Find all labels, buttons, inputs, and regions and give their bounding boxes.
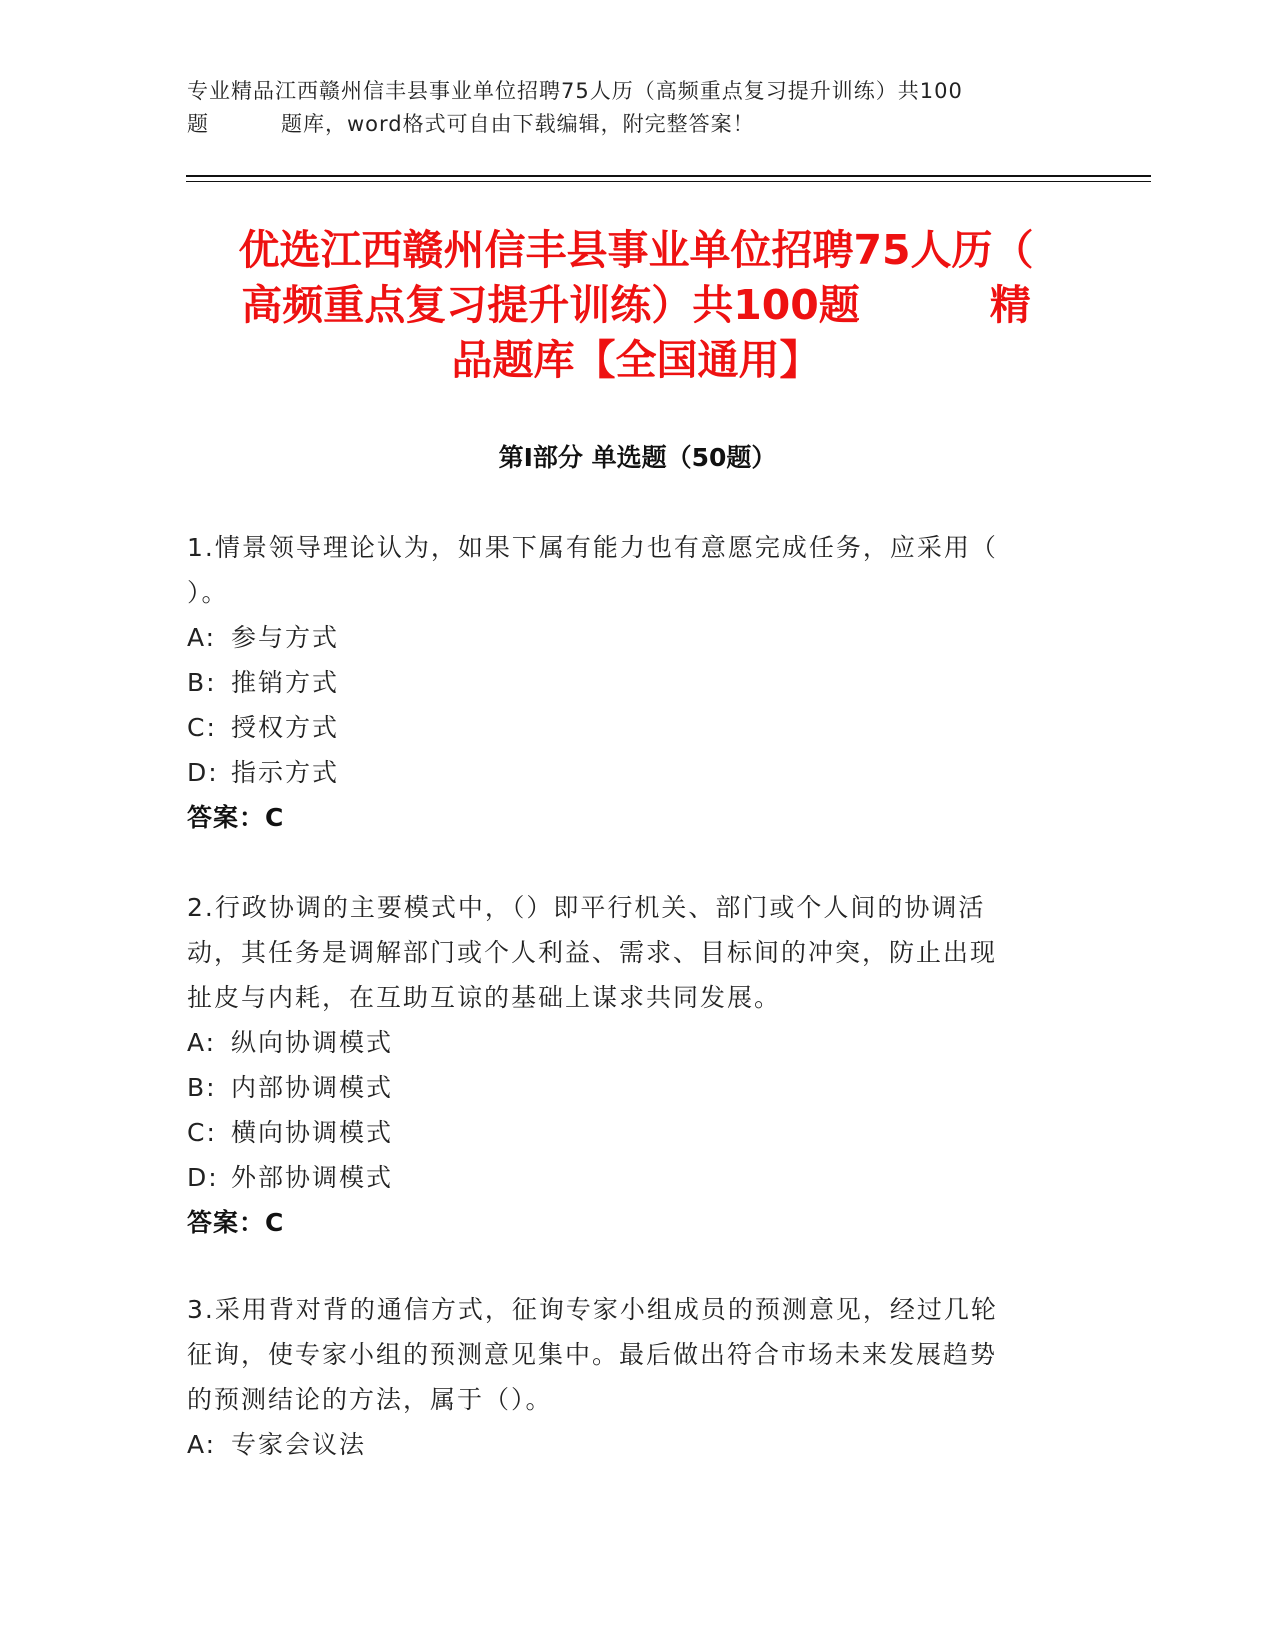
option-letter: B: — [187, 668, 217, 697]
option-text: 参与方式 — [231, 623, 340, 652]
option-text: 外部协调模式 — [231, 1163, 394, 1192]
option-letter: A: — [187, 623, 217, 652]
option-letter: C: — [187, 1118, 217, 1147]
option-d — [187, 750, 1067, 795]
header-note — [187, 75, 1087, 141]
option-b — [187, 660, 1067, 705]
title-line-2 — [180, 278, 1092, 333]
question-3 — [187, 1287, 1067, 1467]
option-text: 横向协调模式 — [231, 1118, 394, 1147]
question-text-line: 扯皮与内耗，在互助互谅的基础上谋求共同发展。 — [187, 983, 782, 1012]
option-letter: D: — [187, 758, 219, 787]
header-note-line-1: 专业精品江西赣州信丰县事业单位招聘75人历（高频重点复习提升训练）共100 — [187, 79, 963, 103]
option-text: 授权方式 — [231, 713, 340, 742]
question-text-line: 动，其任务是调解部门或个人利益、需求、目标间的冲突，防止出现 — [187, 938, 998, 967]
option-letter: D: — [187, 1163, 219, 1192]
title-line-2-start: 高频重点复习提升训练）共100题 — [241, 281, 860, 329]
question-1 — [187, 525, 1067, 840]
question-text-line: 3.采用背对背的通信方式，征询专家小组成员的预测意见，经过几轮 — [187, 1295, 998, 1324]
question-text-line: 征询，使专家小组的预测意见集中。最后做出符合市场未来发展趋势 — [187, 1340, 998, 1369]
question-text-line: 的预测结论的方法，属于（）。 — [187, 1385, 553, 1414]
title-line-3: 品题库【全国通用】 — [451, 336, 821, 384]
question-text-line: ）。 — [187, 578, 229, 607]
answer-label: 答案：C — [187, 1208, 285, 1237]
option-a — [187, 1020, 1067, 1065]
question-text-line: 2.行政协调的主要模式中，（）即平行机关、部门或个人间的协调活 — [187, 893, 986, 922]
option-d — [187, 1155, 1067, 1200]
option-letter: B: — [187, 1073, 217, 1102]
option-letter: A: — [187, 1028, 217, 1057]
question-2 — [187, 885, 1067, 1245]
header-note-line-2 — [187, 108, 1087, 141]
option-letter: A: — [187, 1430, 217, 1459]
option-c — [187, 1110, 1067, 1155]
option-text: 推销方式 — [231, 668, 340, 697]
question-text-line: 1.情景领导理论认为，如果下属有能力也有意愿完成任务，应采用（ — [187, 533, 998, 562]
title-line-2-end: 精 — [989, 281, 1031, 329]
option-text: 专家会议法 — [231, 1430, 367, 1459]
answer-label: 答案：C — [187, 803, 285, 832]
option-a — [187, 1422, 1067, 1467]
option-text: 指示方式 — [231, 758, 340, 787]
header-note-line-2-rest: 题库，word格式可自由下载编辑，附完整答案！ — [281, 112, 755, 136]
option-c — [187, 705, 1067, 750]
header-rule-thick — [186, 175, 1151, 177]
option-text: 内部协调模式 — [231, 1073, 394, 1102]
section-title: 第Ⅰ部分 单选题（50题） — [498, 443, 777, 472]
option-letter: C: — [187, 713, 217, 742]
header-note-line-2-start: 题 — [187, 112, 209, 136]
document-title — [180, 223, 1092, 388]
title-line-1: 优选江西赣州信丰县事业单位招聘75人历（ — [238, 226, 1034, 274]
header-rule-thin — [186, 181, 1151, 182]
option-b — [187, 1065, 1067, 1110]
option-text: 纵向协调模式 — [231, 1028, 394, 1057]
option-a — [187, 615, 1067, 660]
